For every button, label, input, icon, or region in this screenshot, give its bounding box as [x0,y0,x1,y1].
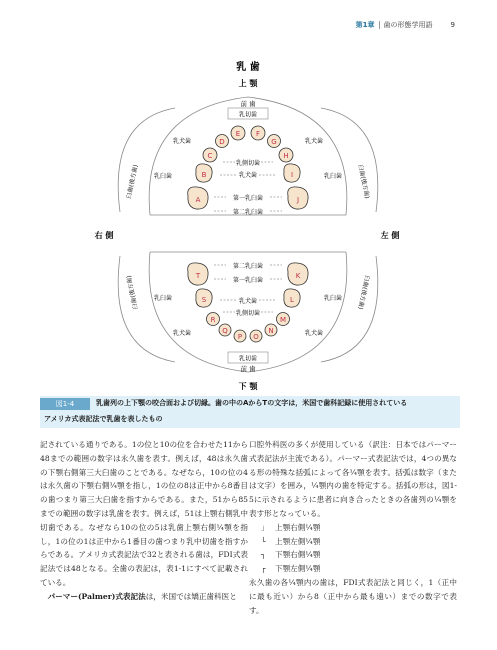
body-paragraph-palmer [40,590,248,604]
page-number: 9 [450,21,455,29]
lower-left-canine-label: 乳犬歯 [304,330,324,337]
upper-incisor-label: 乳切歯 [238,111,258,119]
lower-jaw-label: 下 顎 [238,382,258,391]
upper-front-teeth-label: 前 歯 [240,100,256,108]
tooth-C [203,148,217,162]
lower-left-molar-label: 乳臼歯 [323,295,343,302]
tooth-D [216,135,229,148]
figure-caption-line1: 乳歯列の上下顎の咬合面および切縁。歯の中のAからTの文字は，米国で歯科記録に使用されている [96,399,408,407]
svg-text:M: M [279,316,287,324]
svg-text:B: B [201,171,207,179]
chapter-label: 第1章 [355,21,375,29]
lower-incisor-label: 乳切歯 [238,355,258,363]
svg-text:J: J [296,196,300,204]
svg-text:D: D [219,138,225,146]
palmer-item: ┌ 下顎左側¼顎 [261,564,321,574]
upper-right-molar-label: 乳臼歯 [153,173,173,180]
svg-text:G: G [271,138,277,146]
svg-text:O: O [253,333,259,341]
tooth-J [288,187,308,209]
upper-jaw-label: 上 顎 [238,79,258,88]
tooth-F [251,126,265,140]
tooth-O [250,330,262,342]
lower-second-molar-label: 第二乳臼歯 [232,263,264,270]
palmer-item: ┐ 下顎右側¼顎 [261,550,321,560]
svg-text:H: H [283,152,289,160]
svg-text:P: P [237,333,243,341]
svg-text:S: S [201,296,207,304]
palmer-item: 」 上顎右側¼顎 [261,522,321,532]
upper-left-canine-label: 乳犬歯 [304,138,324,145]
lower-right-molar-label: 乳臼歯 [153,295,173,302]
tooth-S [196,289,212,307]
upper-guide-lines [214,162,282,211]
svg-text:K: K [295,272,301,280]
lower-lateral-incisor-label: 乳側切歯 [235,310,261,317]
body-paragraph-right-1: 口腔外科医の多くが使用している（訳注：日本ではパーマー式表記法が主流である）。パーマー式表記法では，4つの異なる形の特殊な括弧によって各¼顎を表す。括弧は数字（または文字）を囲み，¼顎内の歯を特定する。括弧の形は，図1-5に示されるように患者に向き合ったときの各歯列の¼顎を表す形となっている。 [249,440,457,518]
lower-canine-center-label: 乳犬歯 [238,298,258,305]
upper-left-molar-side-label: 臼歯(後方歯) [356,163,371,200]
svg-text:R: R [210,316,216,324]
upper-lateral-incisor-label: 乳側切歯 [235,160,261,167]
upper-right-molar-side-label: 臼歯(後方歯) [125,163,140,200]
svg-text:L: L [290,296,294,304]
svg-text:E: E [235,130,241,138]
lower-outer-left [321,256,378,362]
svg-text:I: I [290,171,294,179]
svg-text:F: F [255,130,261,138]
diagram-title: 乳 歯 [236,62,260,73]
tooth-L [284,289,300,307]
lower-left-molar-side-label: 臼歯(後方歯) [356,274,371,311]
palmer-term: パーマー(Palmer)式表記法 [47,591,146,601]
tooth-Q [219,324,231,336]
lower-outer-right [118,256,175,362]
svg-text:Q: Q [222,327,228,335]
lower-right-canine-label: 乳犬歯 [172,330,192,337]
tooth-P [234,330,246,342]
left-side-label: 左 側 [380,231,400,240]
tooth-K [288,263,308,285]
palmer-intro: は，米国では矯正歯科医と [145,591,237,601]
tooth-I [284,164,300,182]
upper-left-molar-label: 乳臼歯 [323,173,343,180]
svg-text:A: A [195,196,201,204]
right-side-label: 右 側 [94,231,114,240]
tooth-R [207,313,220,326]
svg-text:N: N [268,327,274,335]
lower-front-teeth-label: 前 歯 [240,365,256,373]
tooth-H [279,148,293,162]
body-paragraph-right-2: 永久歯の各¼顎内の歯は，FDI式表記法と同じく，1（正中に最も近い）から8（正中から最も遠い）までの数字で表す。 [249,577,457,615]
tooth-A [188,187,208,209]
tooth-M [277,313,290,326]
svg-text:T: T [195,272,201,280]
chapter-title: 歯の形態学用語 [383,21,433,29]
lower-first-molar-label: 第一乳臼歯 [232,277,264,284]
tooth-N [265,324,277,336]
tooth-B [196,164,212,182]
palmer-item: └ 上顎左側¼顎 [261,536,321,546]
upper-second-molar-label: 第二乳臼歯 [232,209,264,216]
palmer-symbol-list [249,521,457,576]
tooth-E [231,126,245,140]
svg-text:C: C [207,152,213,160]
upper-first-molar-label: 第一乳臼歯 [232,195,264,202]
lower-right-molar-side-label: 臼歯(後方歯) [125,274,140,311]
body-column-right [249,438,457,617]
tooth-G [268,135,281,148]
figure-caption-line2: アメリカ式表記法で乳歯を表したもの [44,415,163,423]
upper-right-canine-label: 乳犬歯 [172,138,192,145]
body-paragraph-left: 記されている通りである。1の位と10の位を合わせた11から48までの範囲の数字は永久歯を表す。例えば，48は永久歯の下顎右側第三大臼歯のことである。なぜなら，10の位の4は永久歯の下顎右側¼顎を指し，1の位の8は正中から8番目の歯つまり第三大臼歯を指すからである。また，51から85までの範囲の数字は乳歯を表す。例えば，51は上顎右側乳中切歯である。なぜなら10の位の5は乳歯上顎右側¼顎を指し，1の位の1は正中から1番目の歯つまり乳中切歯を指すからである。アメリカ式表記法で32と表される歯は，FDI式表記法では48となる。全歯の表記は，表1-1にすべて記載されている。 [40,440,248,587]
upper-canine-center-label: 乳犬歯 [238,172,258,179]
figure-tag: 図1-4 [40,398,90,410]
body-column-left [40,438,248,604]
tooth-T [188,263,208,285]
